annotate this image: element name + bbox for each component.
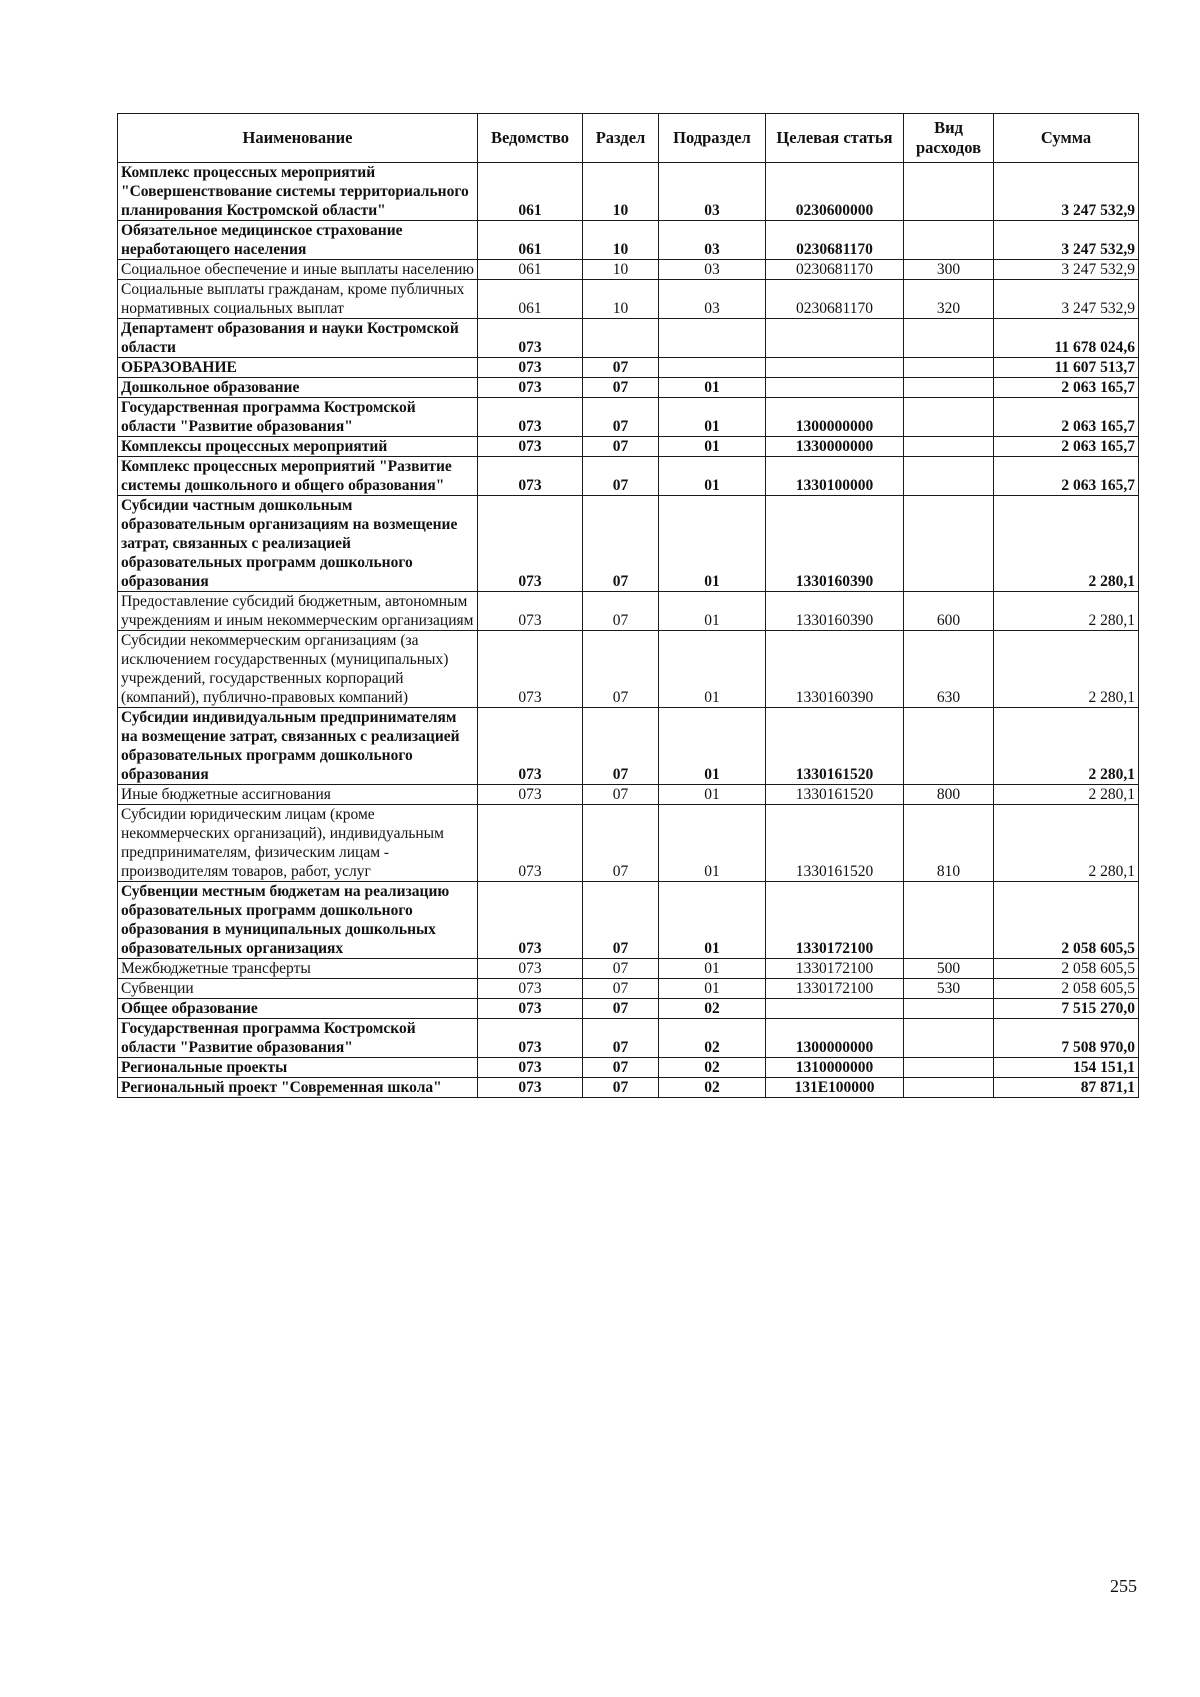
cell-subsection: 02 bbox=[659, 1058, 766, 1078]
cell-target-item: 1330161520 bbox=[766, 785, 904, 805]
table-row bbox=[118, 398, 1139, 437]
cell-section: 10 bbox=[583, 260, 659, 280]
cell-name: Региональный проект "Современная школа" bbox=[118, 1078, 478, 1098]
cell-section: 10 bbox=[583, 221, 659, 260]
cell-name: Субвенции bbox=[118, 979, 478, 999]
cell-expense-type bbox=[904, 999, 994, 1019]
cell-expense-type: 600 bbox=[904, 592, 994, 631]
cell-subsection: 01 bbox=[659, 882, 766, 959]
cell-section: 07 bbox=[583, 378, 659, 398]
cell-department: 073 bbox=[478, 496, 583, 592]
cell-target-item: 0230681170 bbox=[766, 260, 904, 280]
header-row bbox=[118, 114, 1139, 163]
cell-expense-type bbox=[904, 1078, 994, 1098]
cell-amount: 2 280,1 bbox=[994, 631, 1139, 708]
cell-name: Предоставление субсидий бюджетным, автономным учреждениям и иным некоммерческим организациям bbox=[118, 592, 478, 631]
cell-target-item: 1330160390 bbox=[766, 592, 904, 631]
cell-name: Комплексы процессных мероприятий bbox=[118, 437, 478, 457]
cell-subsection: 01 bbox=[659, 708, 766, 785]
cell-expense-type bbox=[904, 398, 994, 437]
cell-department: 073 bbox=[478, 398, 583, 437]
cell-target-item: 1330000000 bbox=[766, 437, 904, 457]
table-row bbox=[118, 999, 1139, 1019]
table-row bbox=[118, 882, 1139, 959]
cell-target-item: 1300000000 bbox=[766, 1019, 904, 1058]
table-row bbox=[118, 631, 1139, 708]
cell-name: Дошкольное образование bbox=[118, 378, 478, 398]
cell-name: Субсидии индивидуальным предпринимателям на возмещение затрат, связанных с реализацией образовательных программ дошкольного образования bbox=[118, 708, 478, 785]
cell-section: 10 bbox=[583, 163, 659, 221]
cell-amount: 2 280,1 bbox=[994, 496, 1139, 592]
cell-expense-type bbox=[904, 437, 994, 457]
table-row bbox=[118, 979, 1139, 999]
cell-section: 07 bbox=[583, 999, 659, 1019]
cell-amount: 2 280,1 bbox=[994, 592, 1139, 631]
cell-target-item: 1330161520 bbox=[766, 805, 904, 882]
cell-target-item bbox=[766, 378, 904, 398]
cell-section: 07 bbox=[583, 979, 659, 999]
table-row bbox=[118, 708, 1139, 785]
cell-target-item: 1330160390 bbox=[766, 496, 904, 592]
table-row bbox=[118, 496, 1139, 592]
cell-department: 061 bbox=[478, 280, 583, 319]
cell-expense-type bbox=[904, 1019, 994, 1058]
cell-expense-type bbox=[904, 1058, 994, 1078]
table-body bbox=[118, 163, 1139, 1098]
cell-subsection: 01 bbox=[659, 979, 766, 999]
cell-subsection: 03 bbox=[659, 280, 766, 319]
cell-section: 07 bbox=[583, 959, 659, 979]
cell-amount: 3 247 532,9 bbox=[994, 163, 1139, 221]
cell-department: 073 bbox=[478, 979, 583, 999]
cell-department: 073 bbox=[478, 805, 583, 882]
cell-name: Обязательное медицинское страхование неработающего населения bbox=[118, 221, 478, 260]
cell-department: 073 bbox=[478, 1019, 583, 1058]
header-target-item: Целевая статья bbox=[766, 114, 904, 163]
cell-department: 073 bbox=[478, 1058, 583, 1078]
cell-expense-type: 500 bbox=[904, 959, 994, 979]
cell-department: 061 bbox=[478, 163, 583, 221]
cell-amount: 2 280,1 bbox=[994, 708, 1139, 785]
header-section: Раздел bbox=[583, 114, 659, 163]
cell-name: Департамент образования и науки Костромской области bbox=[118, 319, 478, 358]
cell-name: Субсидии частным дошкольным образовательным организациям на возмещение затрат, связанных с реализацией образовательных программ дошкольного образования bbox=[118, 496, 478, 592]
cell-section: 07 bbox=[583, 1019, 659, 1058]
cell-department: 073 bbox=[478, 631, 583, 708]
cell-amount: 11 607 513,7 bbox=[994, 358, 1139, 378]
header-department: Ведомство bbox=[478, 114, 583, 163]
cell-subsection bbox=[659, 358, 766, 378]
cell-amount: 2 280,1 bbox=[994, 805, 1139, 882]
cell-amount: 2 058 605,5 bbox=[994, 882, 1139, 959]
cell-department: 073 bbox=[478, 785, 583, 805]
cell-department: 073 bbox=[478, 1078, 583, 1098]
cell-target-item: 1330172100 bbox=[766, 882, 904, 959]
cell-subsection: 01 bbox=[659, 457, 766, 496]
cell-name: Государственная программа Костромской области "Развитие образования" bbox=[118, 398, 478, 437]
cell-subsection: 02 bbox=[659, 1078, 766, 1098]
cell-expense-type bbox=[904, 378, 994, 398]
cell-section: 07 bbox=[583, 882, 659, 959]
cell-department: 073 bbox=[478, 592, 583, 631]
cell-amount: 2 063 165,7 bbox=[994, 398, 1139, 437]
cell-department: 073 bbox=[478, 708, 583, 785]
cell-name: Субвенции местным бюджетам на реализацию образовательных программ дошкольного образования в муниципальных дошкольных образовательных организациях bbox=[118, 882, 478, 959]
cell-section: 07 bbox=[583, 592, 659, 631]
cell-target-item bbox=[766, 319, 904, 358]
cell-amount: 3 247 532,9 bbox=[994, 221, 1139, 260]
table-row bbox=[118, 221, 1139, 260]
cell-expense-type: 800 bbox=[904, 785, 994, 805]
cell-name: Межбюджетные трансферты bbox=[118, 959, 478, 979]
cell-target-item: 1330160390 bbox=[766, 631, 904, 708]
cell-section: 07 bbox=[583, 398, 659, 437]
cell-section: 07 bbox=[583, 358, 659, 378]
cell-subsection bbox=[659, 319, 766, 358]
cell-amount: 154 151,1 bbox=[994, 1058, 1139, 1078]
table-row bbox=[118, 785, 1139, 805]
table-row bbox=[118, 1019, 1139, 1058]
table-row bbox=[118, 592, 1139, 631]
cell-amount: 3 247 532,9 bbox=[994, 260, 1139, 280]
cell-name: Социальные выплаты гражданам, кроме публичных нормативных социальных выплат bbox=[118, 280, 478, 319]
cell-amount: 7 515 270,0 bbox=[994, 999, 1139, 1019]
cell-amount: 11 678 024,6 bbox=[994, 319, 1139, 358]
cell-department: 073 bbox=[478, 319, 583, 358]
table-row bbox=[118, 378, 1139, 398]
cell-section: 07 bbox=[583, 708, 659, 785]
cell-section: 07 bbox=[583, 1058, 659, 1078]
cell-expense-type bbox=[904, 457, 994, 496]
table-row bbox=[118, 280, 1139, 319]
cell-amount: 7 508 970,0 bbox=[994, 1019, 1139, 1058]
cell-target-item: 0230600000 bbox=[766, 163, 904, 221]
cell-target-item bbox=[766, 999, 904, 1019]
cell-expense-type bbox=[904, 319, 994, 358]
cell-amount: 2 063 165,7 bbox=[994, 378, 1139, 398]
cell-expense-type bbox=[904, 708, 994, 785]
cell-target-item: 1330172100 bbox=[766, 979, 904, 999]
cell-subsection: 01 bbox=[659, 437, 766, 457]
page-number: 255 bbox=[1110, 1576, 1137, 1596]
cell-subsection: 01 bbox=[659, 592, 766, 631]
cell-subsection: 01 bbox=[659, 631, 766, 708]
cell-section: 10 bbox=[583, 280, 659, 319]
cell-department: 073 bbox=[478, 999, 583, 1019]
cell-expense-type bbox=[904, 496, 994, 592]
cell-department: 073 bbox=[478, 437, 583, 457]
cell-expense-type: 300 bbox=[904, 260, 994, 280]
cell-target-item: 1330172100 bbox=[766, 959, 904, 979]
header-expense-type: Вид расходов bbox=[904, 114, 994, 163]
cell-section: 07 bbox=[583, 496, 659, 592]
cell-department: 073 bbox=[478, 378, 583, 398]
cell-subsection: 02 bbox=[659, 1019, 766, 1058]
cell-expense-type bbox=[904, 163, 994, 221]
header-subsection: Подраздел bbox=[659, 114, 766, 163]
table-row bbox=[118, 358, 1139, 378]
cell-subsection: 01 bbox=[659, 496, 766, 592]
cell-name: Региональные проекты bbox=[118, 1058, 478, 1078]
cell-subsection: 01 bbox=[659, 805, 766, 882]
table-row bbox=[118, 260, 1139, 280]
cell-subsection: 02 bbox=[659, 999, 766, 1019]
cell-section: 07 bbox=[583, 631, 659, 708]
cell-amount: 2 063 165,7 bbox=[994, 437, 1139, 457]
cell-amount: 2 063 165,7 bbox=[994, 457, 1139, 496]
cell-target-item: 1310000000 bbox=[766, 1058, 904, 1078]
table-row bbox=[118, 319, 1139, 358]
budget-table bbox=[117, 113, 1139, 1098]
cell-name: Общее образование bbox=[118, 999, 478, 1019]
cell-department: 073 bbox=[478, 882, 583, 959]
table-row bbox=[118, 163, 1139, 221]
cell-amount: 3 247 532,9 bbox=[994, 280, 1139, 319]
table-row bbox=[118, 959, 1139, 979]
table-row bbox=[118, 437, 1139, 457]
cell-amount: 2 280,1 bbox=[994, 785, 1139, 805]
table-row bbox=[118, 1078, 1139, 1098]
cell-subsection: 01 bbox=[659, 959, 766, 979]
cell-expense-type: 530 bbox=[904, 979, 994, 999]
cell-expense-type bbox=[904, 882, 994, 959]
cell-department: 073 bbox=[478, 358, 583, 378]
cell-subsection: 03 bbox=[659, 260, 766, 280]
cell-expense-type: 630 bbox=[904, 631, 994, 708]
cell-name: Комплекс процессных мероприятий "Совершенствование системы территориального планирования Костромской области" bbox=[118, 163, 478, 221]
cell-target-item: 1300000000 bbox=[766, 398, 904, 437]
cell-amount: 87 871,1 bbox=[994, 1078, 1139, 1098]
cell-section: 07 bbox=[583, 437, 659, 457]
cell-department: 073 bbox=[478, 959, 583, 979]
cell-name: Государственная программа Костромской области "Развитие образования" bbox=[118, 1019, 478, 1058]
header-amount: Сумма bbox=[994, 114, 1139, 163]
cell-subsection: 01 bbox=[659, 398, 766, 437]
cell-subsection: 01 bbox=[659, 785, 766, 805]
cell-amount: 2 058 605,5 bbox=[994, 959, 1139, 979]
cell-section: 07 bbox=[583, 1078, 659, 1098]
cell-department: 073 bbox=[478, 457, 583, 496]
cell-section: 07 bbox=[583, 785, 659, 805]
cell-section: 07 bbox=[583, 805, 659, 882]
cell-target-item: 0230681170 bbox=[766, 221, 904, 260]
cell-name: Субсидии юридическим лицам (кроме некоммерческих организаций), индивидуальным предпринимателям, физическим лицам - производителям товаров, работ, услуг bbox=[118, 805, 478, 882]
cell-expense-type bbox=[904, 358, 994, 378]
cell-target-item bbox=[766, 358, 904, 378]
cell-department: 061 bbox=[478, 221, 583, 260]
header-name: Наименование bbox=[118, 114, 478, 163]
cell-expense-type: 810 bbox=[904, 805, 994, 882]
cell-name: Комплекс процессных мероприятий "Развитие системы дошкольного и общего образования" bbox=[118, 457, 478, 496]
cell-target-item: 1330100000 bbox=[766, 457, 904, 496]
cell-section: 07 bbox=[583, 457, 659, 496]
cell-target-item: 131E100000 bbox=[766, 1078, 904, 1098]
table-row bbox=[118, 457, 1139, 496]
cell-section bbox=[583, 319, 659, 358]
table-row bbox=[118, 805, 1139, 882]
cell-expense-type: 320 bbox=[904, 280, 994, 319]
cell-subsection: 03 bbox=[659, 221, 766, 260]
cell-expense-type bbox=[904, 221, 994, 260]
cell-name: ОБРАЗОВАНИЕ bbox=[118, 358, 478, 378]
cell-subsection: 01 bbox=[659, 378, 766, 398]
cell-name: Иные бюджетные ассигнования bbox=[118, 785, 478, 805]
cell-name: Социальное обеспечение и иные выплаты населению bbox=[118, 260, 478, 280]
cell-target-item: 1330161520 bbox=[766, 708, 904, 785]
cell-name: Субсидии некоммерческим организациям (за исключением государственных (муниципальных) учреждений, государственных корпораций (компаний), публично-правовых компаний) bbox=[118, 631, 478, 708]
cell-amount: 2 058 605,5 bbox=[994, 979, 1139, 999]
cell-subsection: 03 bbox=[659, 163, 766, 221]
cell-target-item: 0230681170 bbox=[766, 280, 904, 319]
table-row bbox=[118, 1058, 1139, 1078]
cell-department: 061 bbox=[478, 260, 583, 280]
